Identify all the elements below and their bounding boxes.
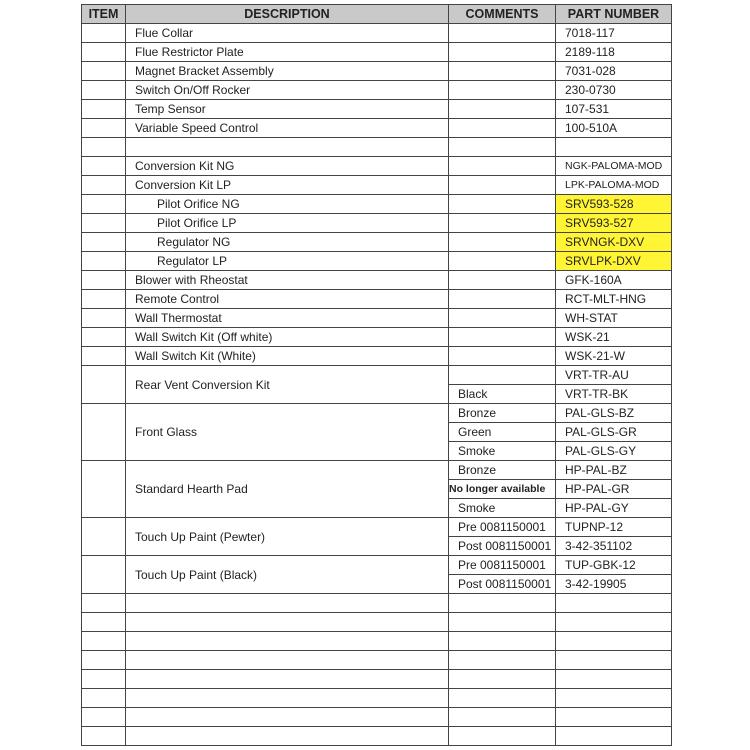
table-row — [82, 62, 672, 81]
table-row — [82, 366, 672, 385]
part-number-cell: PAL-GLS-GR — [556, 423, 672, 442]
table-row — [82, 176, 672, 195]
part-number-cell: HP-PAL-BZ — [556, 461, 672, 480]
empty-row — [82, 708, 672, 727]
item-cell — [82, 461, 126, 518]
header-description: DESCRIPTION — [126, 5, 449, 24]
comment-cell — [449, 651, 556, 670]
comment-cell — [449, 119, 556, 138]
comment-cell — [449, 157, 556, 176]
comment-cell — [449, 176, 556, 195]
empty-row — [82, 651, 672, 670]
item-cell — [82, 195, 126, 214]
part-number-cell — [556, 632, 672, 651]
description-cell: Rear Vent Conversion Kit — [126, 366, 449, 404]
header-item: ITEM — [82, 5, 126, 24]
description-cell — [126, 138, 449, 157]
comment-cell — [449, 24, 556, 43]
item-cell — [82, 347, 126, 366]
comment-cell — [449, 309, 556, 328]
item-cell — [82, 518, 126, 556]
description-cell: Touch Up Paint (Pewter) — [126, 518, 449, 556]
item-cell — [82, 556, 126, 594]
part-number-cell: LPK-PALOMA-MOD — [556, 176, 672, 195]
description-cell: Flue Restrictor Plate — [126, 43, 449, 62]
description-cell — [126, 613, 449, 632]
comment-cell: Black — [449, 385, 556, 404]
description-cell — [126, 689, 449, 708]
part-number-cell — [556, 727, 672, 746]
table-row — [82, 100, 672, 119]
description-cell: Blower with Rheostat — [126, 271, 449, 290]
part-number-cell-highlighted: SRV593-528 — [556, 195, 672, 214]
table-body — [82, 24, 672, 746]
comment-cell — [449, 214, 556, 233]
part-number-cell — [556, 594, 672, 613]
item-cell — [82, 404, 126, 461]
part-number-cell: GFK-160A — [556, 271, 672, 290]
part-number-cell: 3-42-19905 — [556, 575, 672, 594]
table-row — [82, 157, 672, 176]
comment-cell: Green — [449, 423, 556, 442]
comment-cell — [449, 727, 556, 746]
description-cell: Switch On/Off Rocker — [126, 81, 449, 100]
empty-row — [82, 594, 672, 613]
table-row — [82, 309, 672, 328]
part-number-cell — [556, 651, 672, 670]
description-cell: Conversion Kit LP — [126, 176, 449, 195]
part-number-cell: PAL-GLS-BZ — [556, 404, 672, 423]
comment-cell — [449, 81, 556, 100]
empty-row — [82, 727, 672, 746]
description-cell: Touch Up Paint (Black) — [126, 556, 449, 594]
description-cell — [126, 670, 449, 689]
table-row — [82, 347, 672, 366]
item-cell — [82, 271, 126, 290]
table-row — [82, 233, 672, 252]
part-number-cell: 100-510A — [556, 119, 672, 138]
table-row — [82, 214, 672, 233]
part-number-cell: WSK-21-W — [556, 347, 672, 366]
comment-cell: Pre 0081150001 — [449, 556, 556, 575]
comment-cell: Smoke — [449, 499, 556, 518]
comment-cell — [449, 328, 556, 347]
part-number-cell — [556, 708, 672, 727]
table-row — [82, 252, 672, 271]
part-number-cell: PAL-GLS-GY — [556, 442, 672, 461]
empty-row — [82, 613, 672, 632]
item-cell — [82, 233, 126, 252]
item-cell — [82, 708, 126, 727]
description-cell: Regulator LP — [126, 252, 449, 271]
table-row — [82, 328, 672, 347]
description-cell — [126, 632, 449, 651]
description-cell: Remote Control — [126, 290, 449, 309]
item-cell — [82, 727, 126, 746]
comment-cell — [449, 347, 556, 366]
part-number-cell: NGK-PALOMA-MOD — [556, 157, 672, 176]
comment-cell: Bronze — [449, 461, 556, 480]
comment-cell — [449, 138, 556, 157]
item-cell — [82, 632, 126, 651]
table-row — [82, 404, 672, 423]
item-cell — [82, 252, 126, 271]
table-row — [82, 81, 672, 100]
description-cell: Standard Hearth Pad — [126, 461, 449, 518]
description-cell — [126, 727, 449, 746]
item-cell — [82, 366, 126, 404]
item-cell — [82, 176, 126, 195]
item-cell — [82, 81, 126, 100]
comment-cell — [449, 689, 556, 708]
part-number-cell: HP-PAL-GY — [556, 499, 672, 518]
part-number-cell-highlighted: SRVNGK-DXV — [556, 233, 672, 252]
item-cell — [82, 157, 126, 176]
part-number-cell: HP-PAL-GR — [556, 480, 672, 499]
part-number-cell — [556, 689, 672, 708]
table-row — [82, 556, 672, 575]
item-cell — [82, 119, 126, 138]
description-cell — [126, 594, 449, 613]
item-cell — [82, 62, 126, 81]
item-cell — [82, 100, 126, 119]
item-cell — [82, 24, 126, 43]
empty-row — [82, 689, 672, 708]
item-cell — [82, 214, 126, 233]
comment-cell — [449, 195, 556, 214]
part-number-cell: VRT-TR-BK — [556, 385, 672, 404]
comment-cell — [449, 670, 556, 689]
part-number-cell — [556, 613, 672, 632]
comment-cell — [449, 62, 556, 81]
description-cell — [126, 651, 449, 670]
part-number-cell: 107-531 — [556, 100, 672, 119]
part-number-cell — [556, 138, 672, 157]
item-cell — [82, 689, 126, 708]
description-cell: Wall Switch Kit (White) — [126, 347, 449, 366]
empty-row — [82, 632, 672, 651]
comment-cell — [449, 233, 556, 252]
part-number-cell-highlighted: SRV593-527 — [556, 214, 672, 233]
comment-cell: Smoke — [449, 442, 556, 461]
comment-cell — [449, 252, 556, 271]
item-cell — [82, 670, 126, 689]
description-cell: Wall Thermostat — [126, 309, 449, 328]
part-number-cell: 3-42-351102 — [556, 537, 672, 556]
part-number-cell: 2189-118 — [556, 43, 672, 62]
description-cell: Pilot Orifice LP — [126, 214, 449, 233]
comment-cell — [449, 290, 556, 309]
description-cell: Flue Collar — [126, 24, 449, 43]
empty-row — [82, 138, 672, 157]
comment-cell — [449, 594, 556, 613]
part-number-cell: WSK-21 — [556, 328, 672, 347]
description-cell: Variable Speed Control — [126, 119, 449, 138]
comment-cell — [449, 366, 556, 385]
part-number-cell: 7018-117 — [556, 24, 672, 43]
description-cell: Pilot Orifice NG — [126, 195, 449, 214]
parts-table — [81, 4, 672, 746]
item-cell — [82, 651, 126, 670]
item-cell — [82, 594, 126, 613]
part-number-cell: VRT-TR-AU — [556, 366, 672, 385]
comment-cell — [449, 708, 556, 727]
description-cell: Conversion Kit NG — [126, 157, 449, 176]
comment-cell: Bronze — [449, 404, 556, 423]
table-row — [82, 461, 672, 480]
part-number-cell: WH-STAT — [556, 309, 672, 328]
table-row — [82, 195, 672, 214]
table-row — [82, 43, 672, 62]
comment-cell — [449, 632, 556, 651]
comment-cell — [449, 271, 556, 290]
comment-cell: Pre 0081150001 — [449, 518, 556, 537]
description-cell: Wall Switch Kit (Off white) — [126, 328, 449, 347]
description-cell: Magnet Bracket Assembly — [126, 62, 449, 81]
part-number-cell — [556, 670, 672, 689]
part-number-cell: RCT-MLT-HNG — [556, 290, 672, 309]
table-row — [82, 119, 672, 138]
header-part-number: PART NUMBER — [556, 5, 672, 24]
item-cell — [82, 290, 126, 309]
table-row — [82, 271, 672, 290]
comment-cell: No longer available — [449, 480, 556, 499]
empty-row — [82, 670, 672, 689]
part-number-cell: 7031-028 — [556, 62, 672, 81]
table-row — [82, 24, 672, 43]
item-cell — [82, 613, 126, 632]
comment-cell: Post 0081150001 — [449, 537, 556, 556]
comment-cell — [449, 100, 556, 119]
item-cell — [82, 328, 126, 347]
description-cell: Temp Sensor — [126, 100, 449, 119]
item-cell — [82, 309, 126, 328]
comment-cell: Post 0081150001 — [449, 575, 556, 594]
part-number-cell: TUP-GBK-12 — [556, 556, 672, 575]
description-cell: Regulator NG — [126, 233, 449, 252]
part-number-cell-highlighted: SRVLPK-DXV — [556, 252, 672, 271]
description-cell: Front Glass — [126, 404, 449, 461]
table-row — [82, 290, 672, 309]
comment-cell — [449, 43, 556, 62]
header-comments: COMMENTS — [449, 5, 556, 24]
part-number-cell: TUPNP-12 — [556, 518, 672, 537]
item-cell — [82, 43, 126, 62]
item-cell — [82, 138, 126, 157]
table-row — [82, 518, 672, 537]
description-cell — [126, 708, 449, 727]
table-header — [82, 5, 672, 24]
comment-cell — [449, 613, 556, 632]
part-number-cell: 230-0730 — [556, 81, 672, 100]
header-row — [82, 5, 672, 24]
